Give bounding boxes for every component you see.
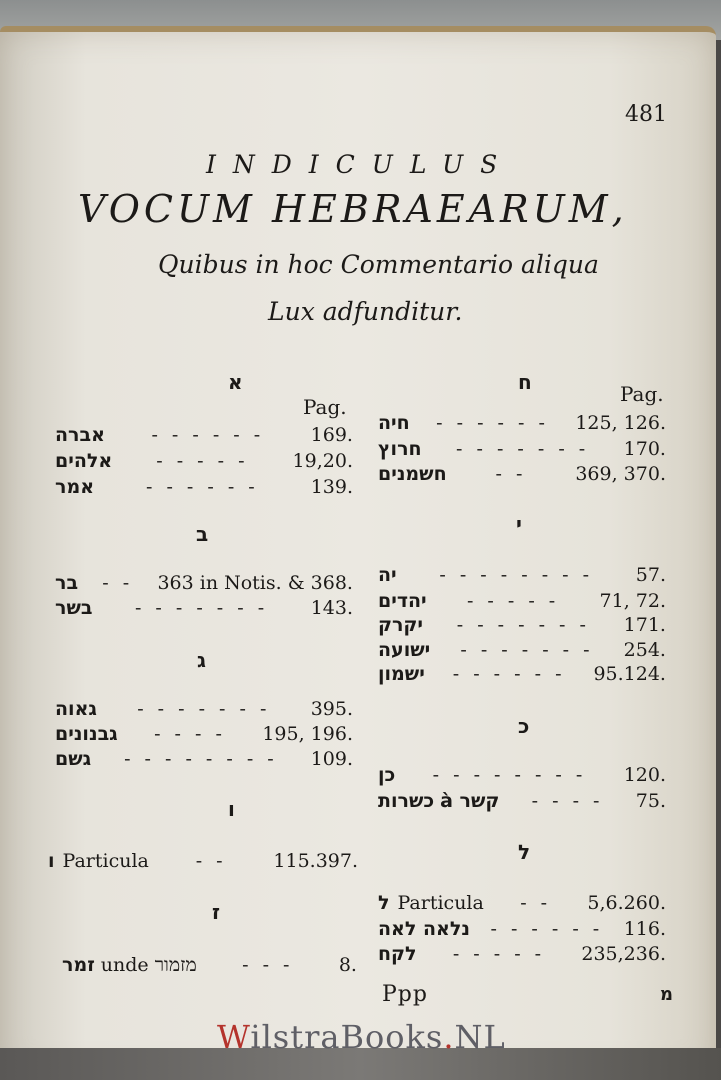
title-lux: Lux adfunditur. — [268, 297, 463, 326]
page-number: 481 — [625, 102, 667, 127]
book-page — [0, 26, 716, 1072]
index-row-ken — [378, 764, 666, 786]
watermark-dot: . — [443, 1018, 455, 1056]
hebrew-word: גשם — [55, 748, 92, 770]
section-letter-vav: ו — [228, 797, 235, 821]
watermark — [217, 1018, 506, 1056]
hebrew-word: אמר — [55, 476, 95, 498]
index-row-lamed-particula — [378, 892, 666, 914]
hebrew-word: חיה — [378, 412, 410, 434]
leader-dots: - - - - — [154, 723, 226, 745]
watermark-nl: NL — [454, 1018, 506, 1056]
page-ref: 109. — [310, 748, 353, 770]
index-row-gaava — [55, 698, 353, 720]
watermark-name: ilstraBooks — [250, 1018, 444, 1056]
leader-dots: - - — [195, 850, 227, 872]
entry-head — [48, 850, 149, 872]
leader-dots: - - - - - - - — [460, 639, 594, 661]
hebrew-word: אלהים — [55, 450, 113, 472]
page-ref: 5,6.260. — [587, 892, 666, 914]
index-row-chaya — [378, 412, 666, 434]
page-ref: 125, 126. — [575, 412, 666, 434]
index-row-geshem — [55, 748, 353, 770]
index-row-elohim — [55, 450, 353, 472]
section-letter-yod: י — [516, 512, 522, 536]
hebrew-word: בשר — [55, 597, 93, 619]
page-ref: 235,236. — [581, 943, 666, 965]
hebrew-word: יה — [378, 564, 397, 586]
hebrew-word: חרוץ — [378, 438, 422, 460]
leader-dots: - - - - - - - — [134, 597, 269, 619]
hebrew-word: לקח — [378, 943, 417, 965]
leader-dots: - - - - - - — [436, 412, 549, 434]
page-ref: 19,20. — [292, 450, 353, 472]
hebrew-word: ו — [48, 850, 55, 872]
page-ref: 395. — [310, 698, 353, 720]
entry-head — [62, 954, 197, 977]
page-ref: 57. — [635, 564, 666, 586]
watermark-w: W — [217, 1018, 251, 1056]
section-letter-chet: ח — [518, 370, 532, 394]
entry-label: unde מזמור — [100, 954, 197, 976]
index-row-yeshua — [378, 639, 666, 661]
section-letter-zayin: ז — [212, 900, 221, 924]
index-row-lakach — [378, 943, 666, 965]
leader-dots: - - - - - - - - — [124, 748, 278, 770]
leader-dots: - - - - - — [466, 590, 560, 612]
section-letter-bet: ב — [196, 522, 209, 546]
hebrew-word: ישועה — [378, 639, 431, 661]
page-ref: 195, 196. — [262, 723, 353, 745]
index-row-charutz — [378, 438, 666, 460]
index-row-yah — [378, 564, 666, 586]
index-row-yeshimon — [378, 663, 666, 685]
leader-dots: - - - - - - — [146, 476, 259, 498]
section-letter-kaf: כ — [518, 714, 530, 738]
leader-dots: - - - - - - - — [456, 614, 590, 636]
leader-dots: - - - - - - — [151, 424, 265, 446]
page-ref: 75. — [635, 790, 666, 812]
page-ref: 139. — [310, 476, 353, 498]
entry-label: קשר à — [440, 790, 500, 812]
page-ref: 8. — [338, 954, 357, 976]
leader-dots: - - - - - - - — [137, 698, 271, 720]
leader-dots: - - — [520, 892, 552, 914]
title-quibus: Quibus in hoc Commentario aliqua — [158, 250, 599, 279]
index-row-yehudim — [378, 590, 666, 612]
hebrew-word: כשרות — [378, 790, 435, 812]
page-ref: 363 in Notis. & 368. — [157, 572, 353, 594]
page-ref: 95.124. — [593, 663, 666, 685]
entry-head — [378, 790, 499, 812]
hebrew-word: יהדים — [378, 590, 427, 612]
leader-dots: - - - - - - - - — [439, 564, 594, 586]
hebrew-word: יקרק — [378, 614, 424, 636]
index-row-basar — [55, 597, 353, 619]
hebrew-word: ל — [378, 892, 390, 914]
hebrew-word: נלאה לאה — [378, 918, 470, 940]
title-indiculus: INDICULUS — [206, 150, 515, 179]
index-row-chashmanim — [378, 463, 666, 485]
leader-dots: - - - - - - - - — [432, 764, 587, 786]
hebrew-word: גאוה — [55, 698, 97, 720]
hebrew-word: זמר — [62, 954, 95, 976]
pag-label-right: Pag. — [620, 382, 664, 406]
leader-dots: - - - - - - - — [456, 438, 590, 460]
hebrew-word: אברה — [55, 424, 105, 446]
entry-label: Particula — [397, 892, 484, 914]
index-row-gavnunim — [55, 723, 353, 745]
index-row-zamar — [62, 954, 357, 977]
entry-label: Particula — [62, 850, 149, 872]
index-row-bar — [55, 572, 353, 594]
leader-dots: - - — [102, 572, 134, 594]
hebrew-word: בר — [55, 572, 79, 594]
leader-dots: - - — [495, 463, 527, 485]
index-row-kosharot — [378, 790, 666, 812]
page-ref: 170. — [623, 438, 666, 460]
index-row-avra — [55, 424, 353, 446]
catchword: Ppp — [382, 982, 428, 1007]
signature-mark: מ — [660, 984, 674, 1005]
leader-dots: - - - - - — [452, 943, 546, 965]
index-row-amar — [55, 476, 353, 498]
index-row-nilah — [378, 918, 666, 940]
title-vocum-hebraearum: VOCUM HEBRAEARUM, — [78, 187, 628, 231]
leader-dots: - - - - - - — [490, 918, 604, 940]
index-row-yeraqraq — [378, 614, 666, 636]
page-ref: 116. — [623, 918, 666, 940]
section-letter-gimel: ג — [197, 648, 206, 672]
leader-dots: - - - - - - — [452, 663, 566, 685]
entry-head — [378, 892, 484, 914]
page-ref: 171. — [623, 614, 666, 636]
leader-dots: - - - - - — [156, 450, 249, 472]
leader-dots: - - - - — [531, 790, 604, 812]
index-row-vav-particula — [48, 850, 358, 872]
hebrew-word: חשמנים — [378, 463, 447, 485]
page-ref: 71, 72. — [599, 590, 666, 612]
page-ref: 143. — [310, 597, 353, 619]
hebrew-word: ישמון — [378, 663, 425, 685]
section-letter-aleph: א — [228, 370, 243, 394]
page-ref: 120. — [623, 764, 666, 786]
section-letter-lamed: ל — [518, 840, 531, 864]
page-ref: 369, 370. — [575, 463, 666, 485]
page-ref: 169. — [310, 424, 353, 446]
page-ref: 115.397. — [273, 850, 358, 872]
hebrew-word: גבנונים — [55, 723, 118, 745]
page-ref: 254. — [623, 639, 666, 661]
leader-dots: - - - — [242, 954, 294, 976]
pag-label-left: Pag. — [303, 395, 347, 419]
hebrew-word: כן — [378, 764, 396, 786]
